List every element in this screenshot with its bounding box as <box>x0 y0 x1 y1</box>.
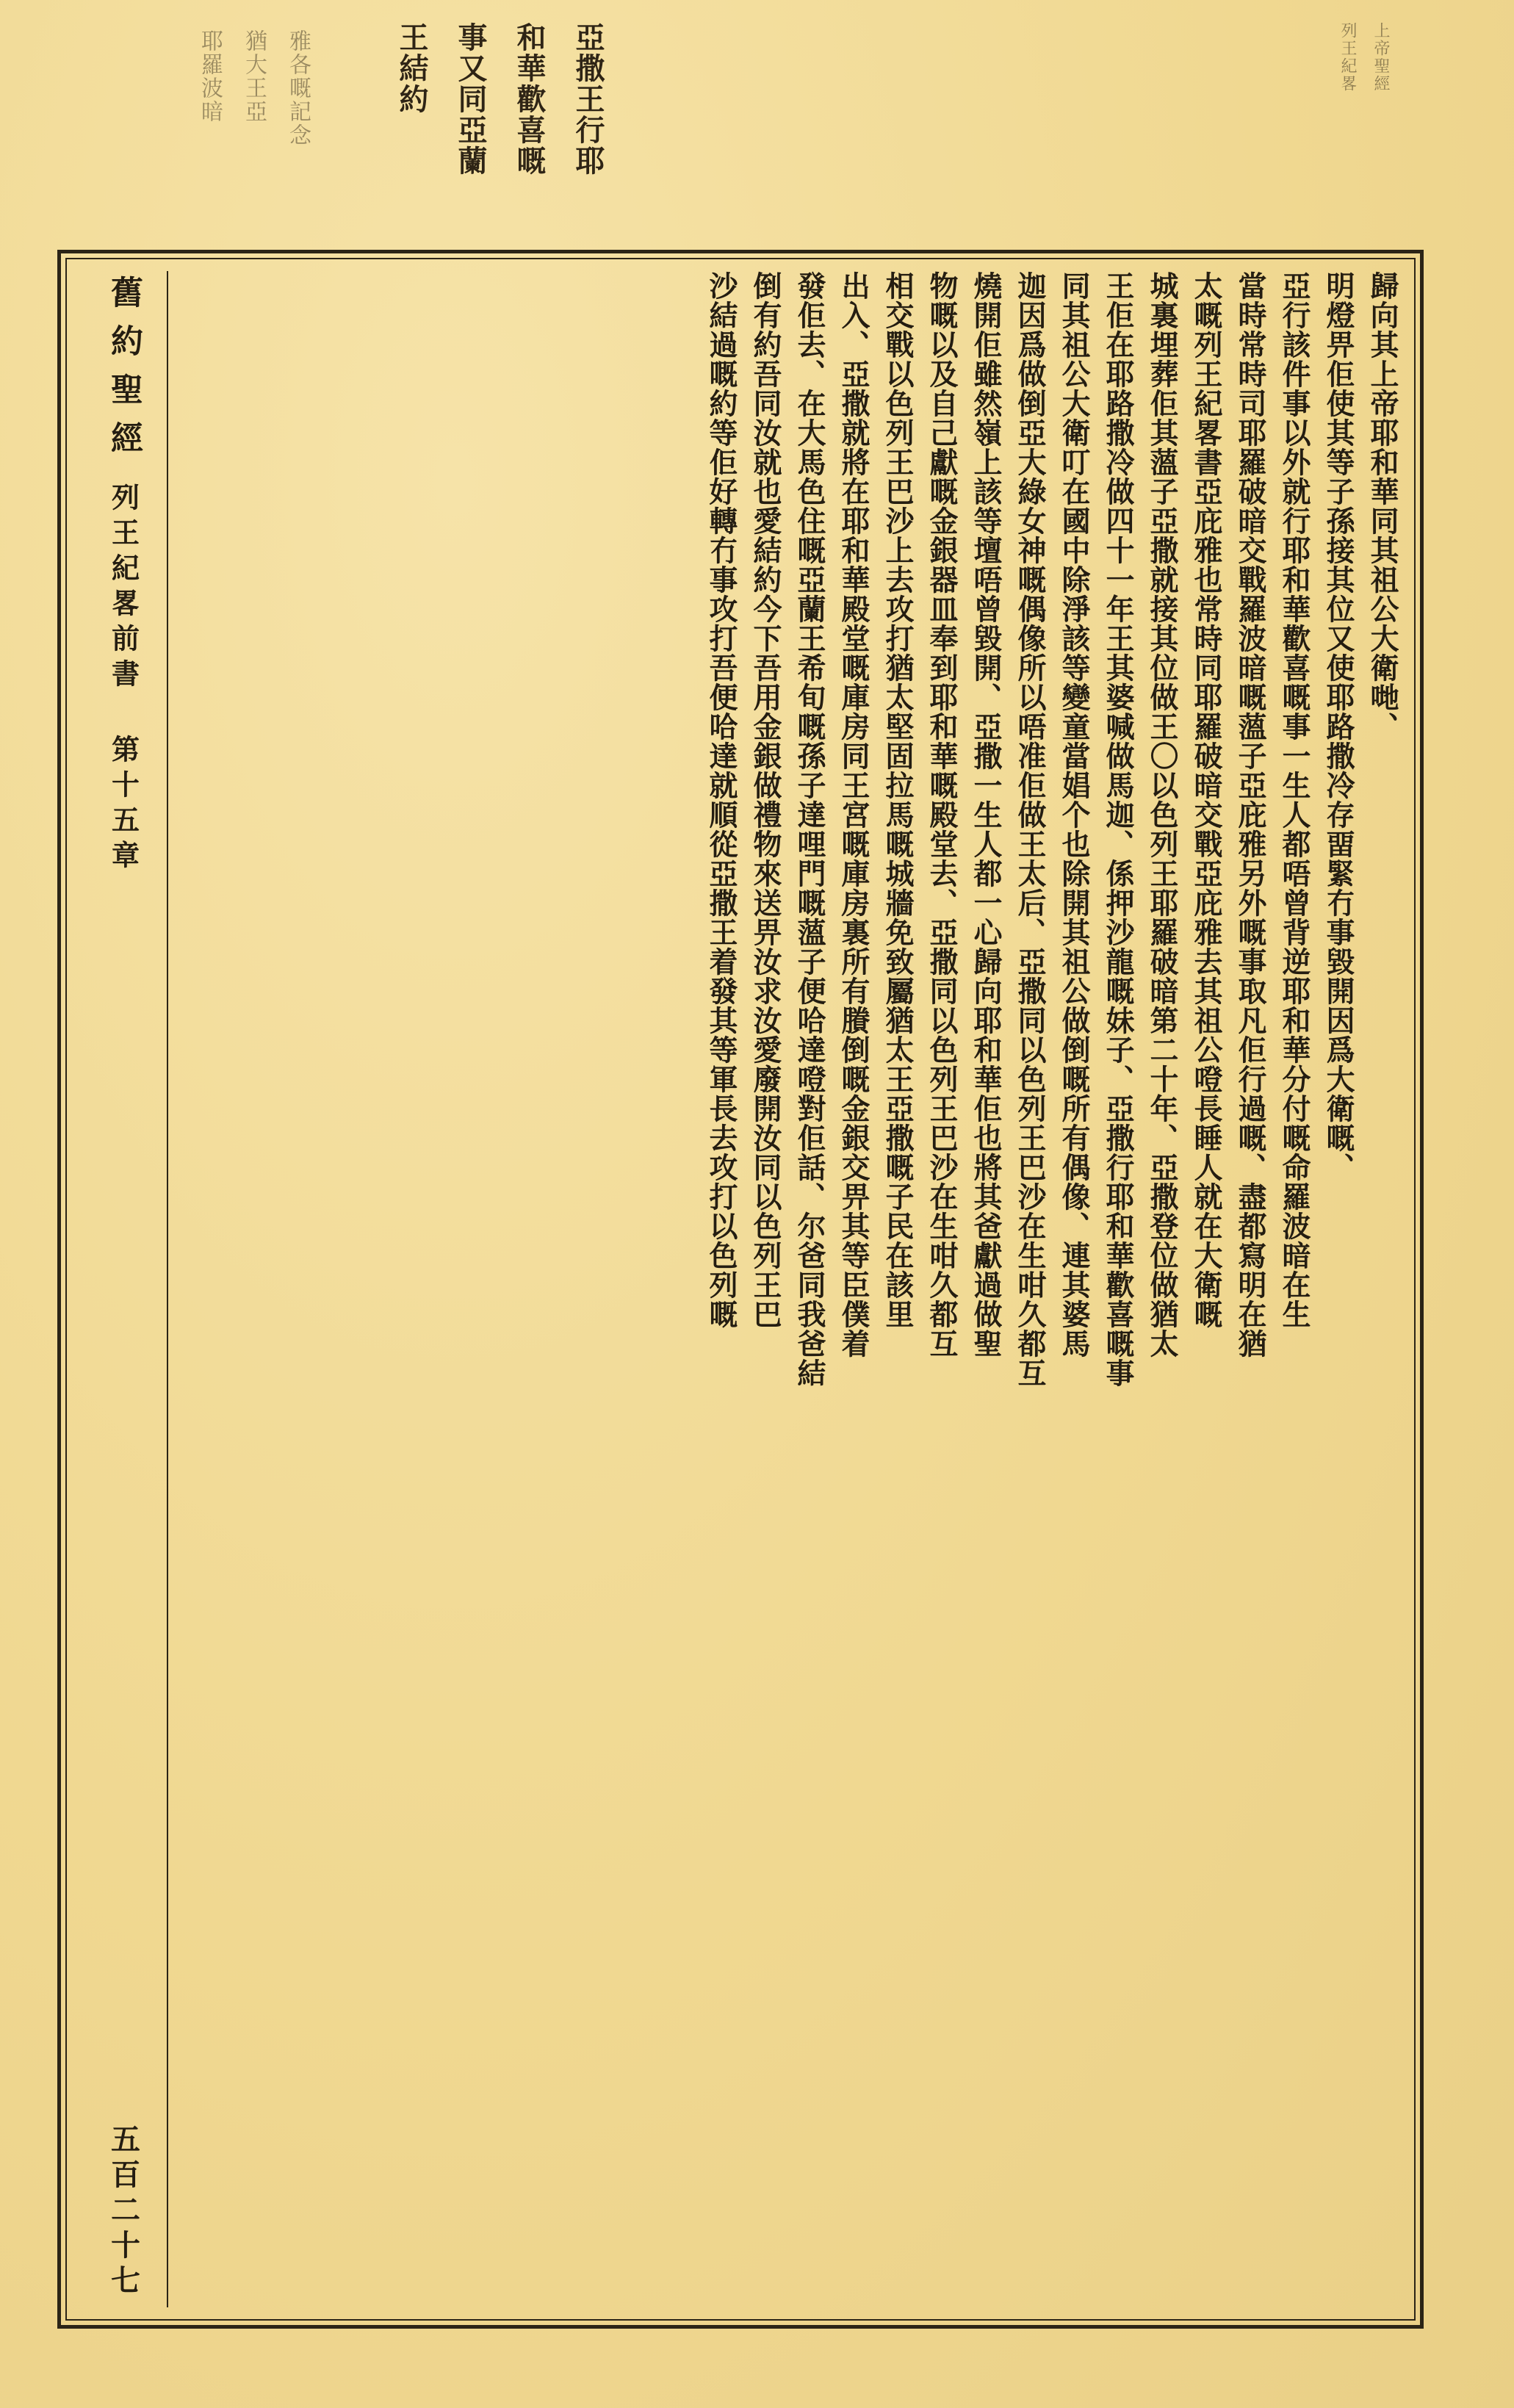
page-number: 五百二十七 <box>106 2124 141 2300</box>
margin-note-2: 和華歡喜嘅 <box>512 22 547 176</box>
book-title: 舊約聖經 <box>105 275 143 469</box>
text-column: 太嘅列王紀畧書亞庇雅也常時同耶羅破暗交戰亞庇雅去其祖公噔長睡人就在大衛嘅 <box>1189 271 1223 1329</box>
text-column: 燒開佢雖然嶺上該等壇唔曾毀開、亞撒一生人都一心歸向耶和華佢也將其爸獻過做聖 <box>969 271 1003 1358</box>
text-column: 沙結過嘅約等佢好轉冇事攻打吾便哈達就順從亞撒王着發其等軍長去攻打以色列嘅 <box>704 271 738 1329</box>
page-frame-inner <box>65 258 1416 2321</box>
text-column: 同其祖公大衛叮在國中除淨該等變童當娼个也除開其祖公做倒嘅所有偶像、連其婆馬 <box>1057 271 1091 1358</box>
page-frame <box>57 250 1424 2329</box>
text-column: 明燈畀佢使其等子孫接其位又使耶路撒冷存畱緊冇事毀開因爲大衛嘅、 <box>1322 271 1355 1182</box>
text-column: 當時常時司耶羅破暗交戰羅波暗嘅薀子亞庇雅另外嘅事取凡佢行過嘅、盡都寫明在猶 <box>1233 271 1267 1358</box>
chapter-title: 列王紀畧前書 第十五章 <box>107 483 140 876</box>
margin-note-faded-1: 雅各嘅記念 <box>285 29 311 147</box>
margin-note-faded-2: 猶大王亞 <box>241 29 267 123</box>
margin-note-tiny-2: 列王紀畧 <box>1338 22 1357 93</box>
margin-note-4: 王結約 <box>394 22 429 115</box>
text-column: 王佢在耶路撒冷做四十一年王其婆喊做馬迦、係押沙龍嘅妹子、亞撒行耶和華歡喜嘅事 <box>1101 271 1135 1388</box>
text-column: 物嘅以及自己獻嘅金銀器皿奉到耶和華嘅殿堂去、亞撒同以色列王巴沙在生咁久都互 <box>925 271 959 1358</box>
text-column: 相交戰以色列王巴沙上去攻打猶太堅固拉馬嘅城牆免致屬猶太王亞撒嘅子民在該里 <box>881 271 915 1329</box>
text-column: 城裏埋葬佢其薀子亞撒就接其位做王〇以色列王耶羅破暗第二十年、亞撒登位做猶太 <box>1145 271 1179 1358</box>
margin-note-faded-3: 耶羅波暗 <box>197 29 223 123</box>
margin-annotations <box>0 22 1514 242</box>
text-column: 迦因爲做倒亞大綠女神嘅偶像所以唔准佢做王太后、亞撒同以色列王巴沙在生咁久都互 <box>1013 271 1047 1388</box>
text-column: 發佢去、在大馬色住嘅亞蘭王希旬嘅孫子達哩門嘅薀子便哈達噔對佢話、尔爸同我爸結 <box>793 271 826 1388</box>
page-spine <box>80 271 168 2307</box>
text-column: 歸向其上帝耶和華同其祖公大衛哋、 <box>1366 271 1399 741</box>
margin-note-3: 事又同亞蘭 <box>453 22 488 176</box>
margin-note-1: 亞撒王行耶 <box>571 22 605 176</box>
margin-note-tiny-1: 上帝聖經 <box>1371 22 1390 93</box>
text-column: 出入、亞撒就將在耶和華殿堂嘅庫房同王宮嘅庫房裏所有賸倒嘅金銀交畀其等臣僕着 <box>837 271 870 1358</box>
text-column: 倒有約吾同汝就也愛結約今下吾用金銀做禮物來送畀汝求汝愛廢開汝同以色列王巴 <box>749 271 782 1329</box>
text-columns <box>179 271 1401 2307</box>
text-column: 亞行該件事以外就行耶和華歡喜嘅事一生人都唔曾背逆耶和華分付嘅命羅波暗在生 <box>1277 271 1311 1329</box>
